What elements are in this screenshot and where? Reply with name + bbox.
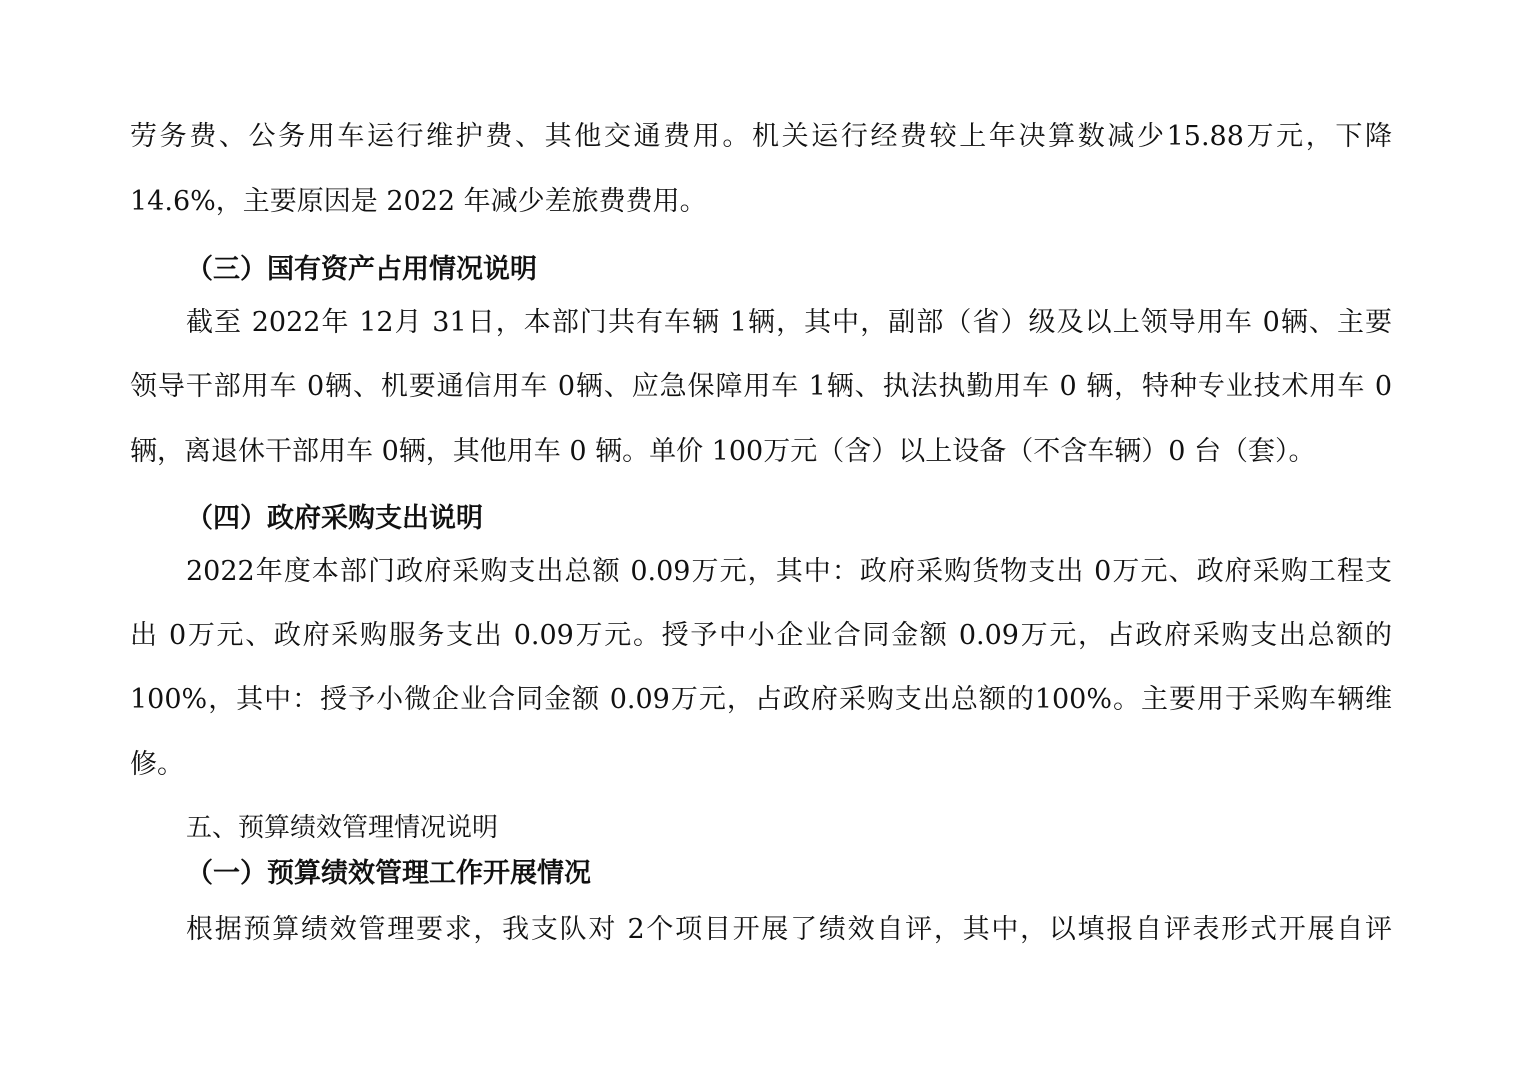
body-text-line: 2022年度本部门政府采购支出总额 0.09万元，其中：政府采购货物支出 0万元、政府采购工程支 xyxy=(186,556,1392,587)
body-text-line: 修。 xyxy=(130,749,184,780)
body-text-line: 截至 2022年 12月 31日，本部门共有车辆 1辆，其中，副部（省）级及以上领导用车 0辆、主要 xyxy=(186,307,1392,338)
body-text-line: 领导干部用车 0辆、机要通信用车 0辆、应急保障用车 1辆、执法执勤用车 0 辆，特种专业技术用车 0 xyxy=(130,371,1392,402)
body-text-line: 100%，其中：授予小微企业合同金额 0.09万元，占政府采购支出总额的100%。主要用于采购车辆维 xyxy=(130,684,1392,715)
body-text-line: 出 0万元、政府采购服务支出 0.09万元。授予中小企业合同金额 0.09万元，占政府采购支出总额的 xyxy=(130,620,1392,651)
body-text-line: 14.6%，主要原因是 2022 年减少差旅费费用。 xyxy=(130,186,707,217)
body-text-line: 辆，离退休干部用车 0辆，其他用车 0 辆。单价 100万元（含）以上设备（不含车辆）0 台（套）。 xyxy=(130,436,1316,467)
body-text-line: 根据预算绩效管理要求，我支队对 2个项目开展了绩效自评，其中，以填报自评表形式开展自评 xyxy=(186,914,1392,945)
section-heading-procurement: （四）政府采购支出说明 xyxy=(186,503,483,534)
chapter-heading-performance: 五、预算绩效管理情况说明 xyxy=(186,813,499,843)
section-heading-assets: （三）国有资产占用情况说明 xyxy=(186,254,537,285)
section-heading-performance-work: （一）预算绩效管理工作开展情况 xyxy=(186,858,591,889)
body-text-line: 劳务费、公务用车运行维护费、其他交通费用。机关运行经费较上年决算数减少15.88万元，下降 xyxy=(130,121,1392,152)
